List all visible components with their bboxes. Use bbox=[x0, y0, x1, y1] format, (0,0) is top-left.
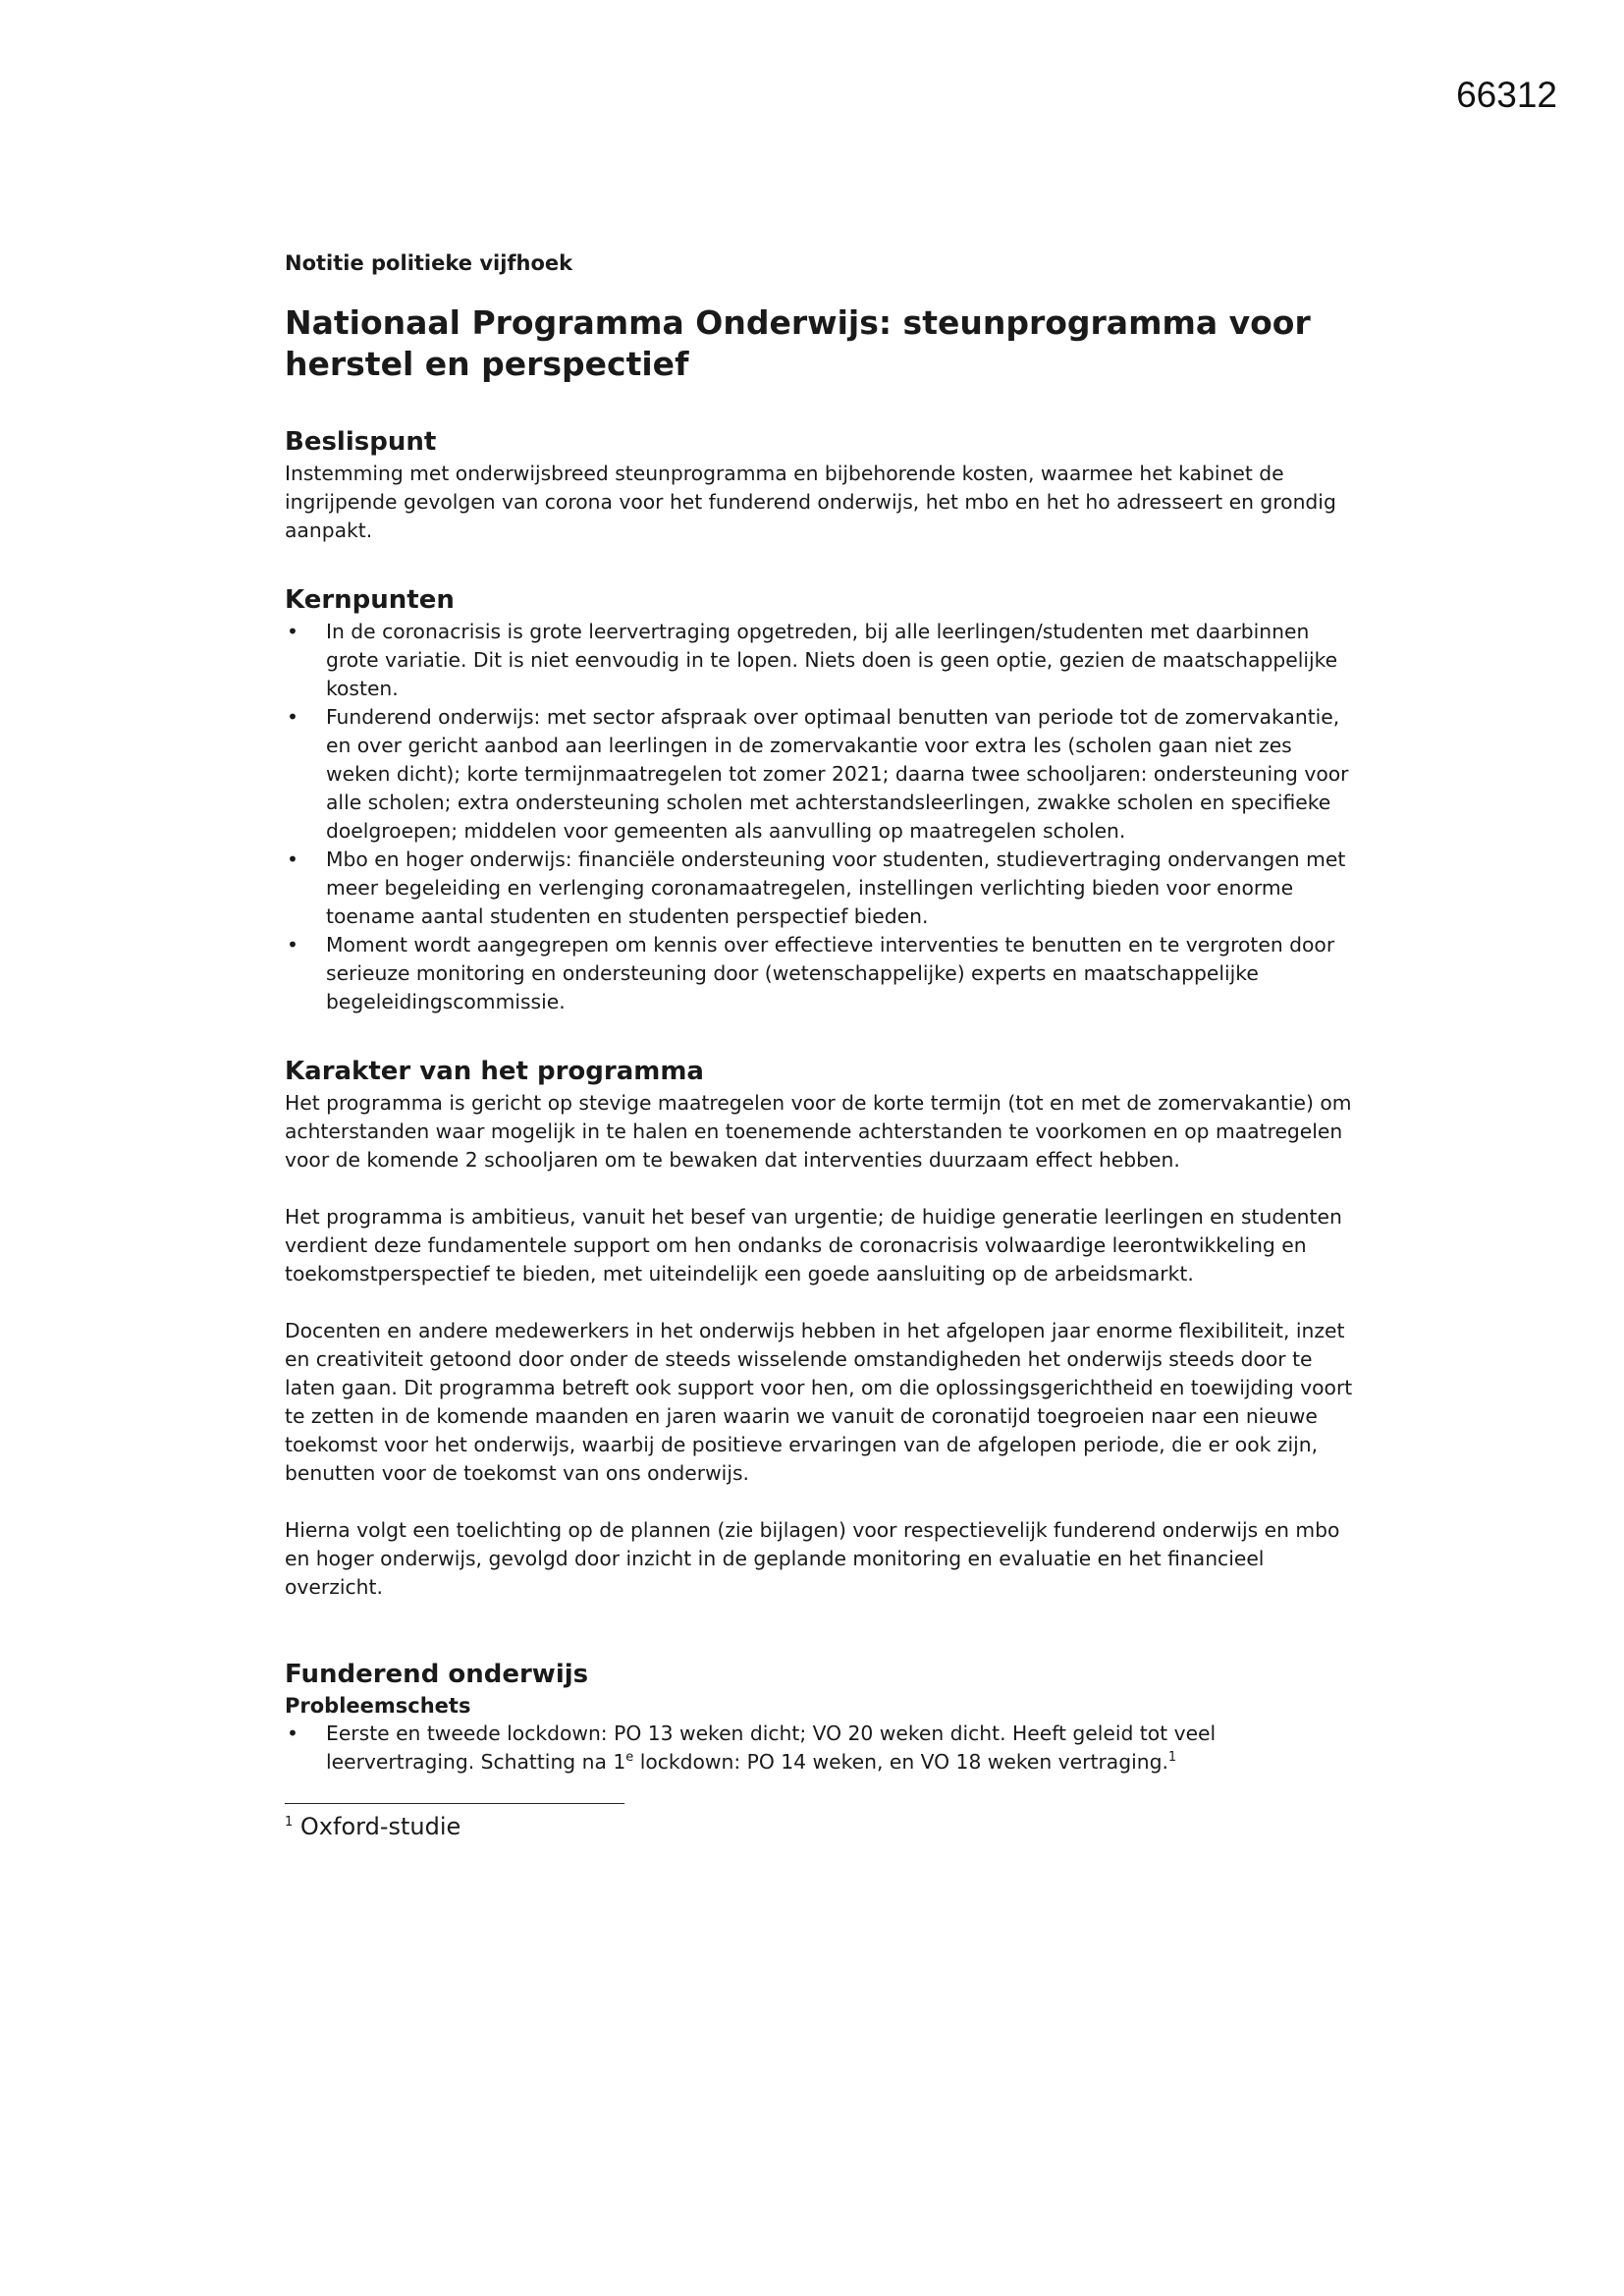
footnote-reference: 1 bbox=[1167, 1750, 1177, 1766]
section-karakter bbox=[285, 1056, 1355, 1602]
paragraph: Hierna volgt een toelichting op de plannen (zie bijlagen) voor respectievelijk funderend onderwijs en mbo en hoger onderwijs, gevolgd door inzicht in de geplande monitoring en evaluatie en het financieel overzicht. bbox=[285, 1518, 1340, 1599]
paragraph: Docenten en andere medewerkers in het onderwijs hebben in het afgelopen jaar enorme flexibiliteit, inzet en creativiteit getoond door onder de steeds wisselende omstandigheden het onderwijs steeds door te laten gaan. Dit programma betreft ook support voor hen, om die oplossingsgerichtheid en toewijding voort te zetten in de komende maanden en jaren waarin we vanuit de coronatijd toegroeien naar een nieuwe toekomst voor het onderwijs, waarbij de positieve ervaringen van de afgelopen periode, die er ook zijn, benutten voor de toekomst van ons onderwijs. bbox=[285, 1319, 1353, 1485]
section-beslispunt bbox=[285, 426, 1355, 545]
section-heading-funderend: Funderend onderwijs bbox=[285, 1660, 589, 1689]
list-item: • Funderend onderwijs: met sector afspraak over optimaal benutten van periode tot de zomervakantie, en over gericht aanbod aan leerlingen in de zomervakantie voor extra les (scholen gaan niet zes weken dicht); korte termijnmaatregelen tot zomer 2021; daarna twee schooljaren: ondersteuning voor alle scholen; extra ondersteuning scholen met achterstandsleerlingen, zwakke scholen en specifieke doelgroepen; middelen voor gemeenten als aanvulling op maatregelen scholen. bbox=[285, 703, 1355, 846]
beslispunt-text: Instemming met onderwijsbreed steunprogramma en bijbehorende kosten, waarmee het kabinet de ingrijpende gevolgen van corona voor het funderend onderwijs, het mbo en het ho adresseert en grondig aanpakt. bbox=[285, 462, 1336, 542]
footnote bbox=[285, 1812, 1355, 1841]
section-kernpunten bbox=[285, 584, 1355, 1016]
list-item-text: lockdown: PO 14 weken, en VO 18 weken vertraging. bbox=[633, 1750, 1168, 1774]
section-heading-kernpunten: Kernpunten bbox=[285, 585, 455, 615]
list-item: • Moment wordt aangegrepen om kennis over effectieve interventies te benutten en te vergroten door serieuze monitoring en ondersteuning door (wetenschappelijke) experts en maatschappelijke begeleidingscommissie. bbox=[285, 931, 1355, 1016]
ordinal-superscript: e bbox=[625, 1750, 634, 1766]
footnote-marker: 1 bbox=[285, 1815, 294, 1830]
section-heading-karakter: Karakter van het programma bbox=[285, 1057, 704, 1086]
list-item: • Mbo en hoger onderwijs: financiële ondersteuning voor studenten, studievertraging ondervangen met meer begeleiding en verlenging coronamaatregelen, instellingen verlichting bieden voor enorme toename aantal studenten en studenten perspectief bieden. bbox=[285, 846, 1355, 931]
document-body bbox=[285, 251, 1355, 1841]
document-type-label: Notitie politieke vijfhoek bbox=[285, 251, 573, 275]
kernpunten-list bbox=[285, 618, 1355, 1016]
list-item-text: Eerste en tweede lockdown: PO 13 weken dicht; VO 20 weken dicht. Heeft geleid tot veel leervertraging. Schatting na 1 bbox=[326, 1722, 1217, 1774]
section-funderend-onderwijs bbox=[285, 1659, 1355, 1777]
list-item: • In de coronacrisis is grote leervertraging opgetreden, bij alle leerlingen/studenten met daarbinnen grote variatie. Dit is niet eenvoudig in te lopen. Niets doen is geen optie, gezien de maatschappelijke kosten. bbox=[285, 618, 1355, 703]
paragraph: Het programma is gericht op stevige maatregelen voor de korte termijn (tot en met de zomervakantie) om achterstanden waar mogelijk in te halen en toenemende achterstanden te voorkomen en op maatregelen voor de komende 2 schooljaren om te bewaken dat interventies duurzaam effect hebben. bbox=[285, 1091, 1352, 1172]
section-heading-beslispunt: Beslispunt bbox=[285, 427, 437, 457]
footnote-divider bbox=[285, 1803, 624, 1804]
page-number: 66312 bbox=[1456, 75, 1557, 115]
probleemschets-list bbox=[285, 1720, 1355, 1777]
paragraph: Het programma is ambitieus, vanuit het besef van urgentie; de huidige generatie leerlingen en studenten verdient deze fundamentele support om hen ondanks de coronacrisis volwaardige leerontwikkeling en toekomstperspectief te bieden, met uiteindelijk een goede aansluiting op de arbeidsmarkt. bbox=[285, 1205, 1342, 1285]
document-title: Nationaal Programma Onderwijs: steunprogramma voor herstel en perspectief bbox=[285, 303, 1311, 383]
list-item bbox=[285, 1720, 1355, 1777]
footnote-text: Oxford-studie bbox=[293, 1813, 461, 1840]
subsection-heading-probleemschets: Probleemschets bbox=[285, 1694, 471, 1718]
